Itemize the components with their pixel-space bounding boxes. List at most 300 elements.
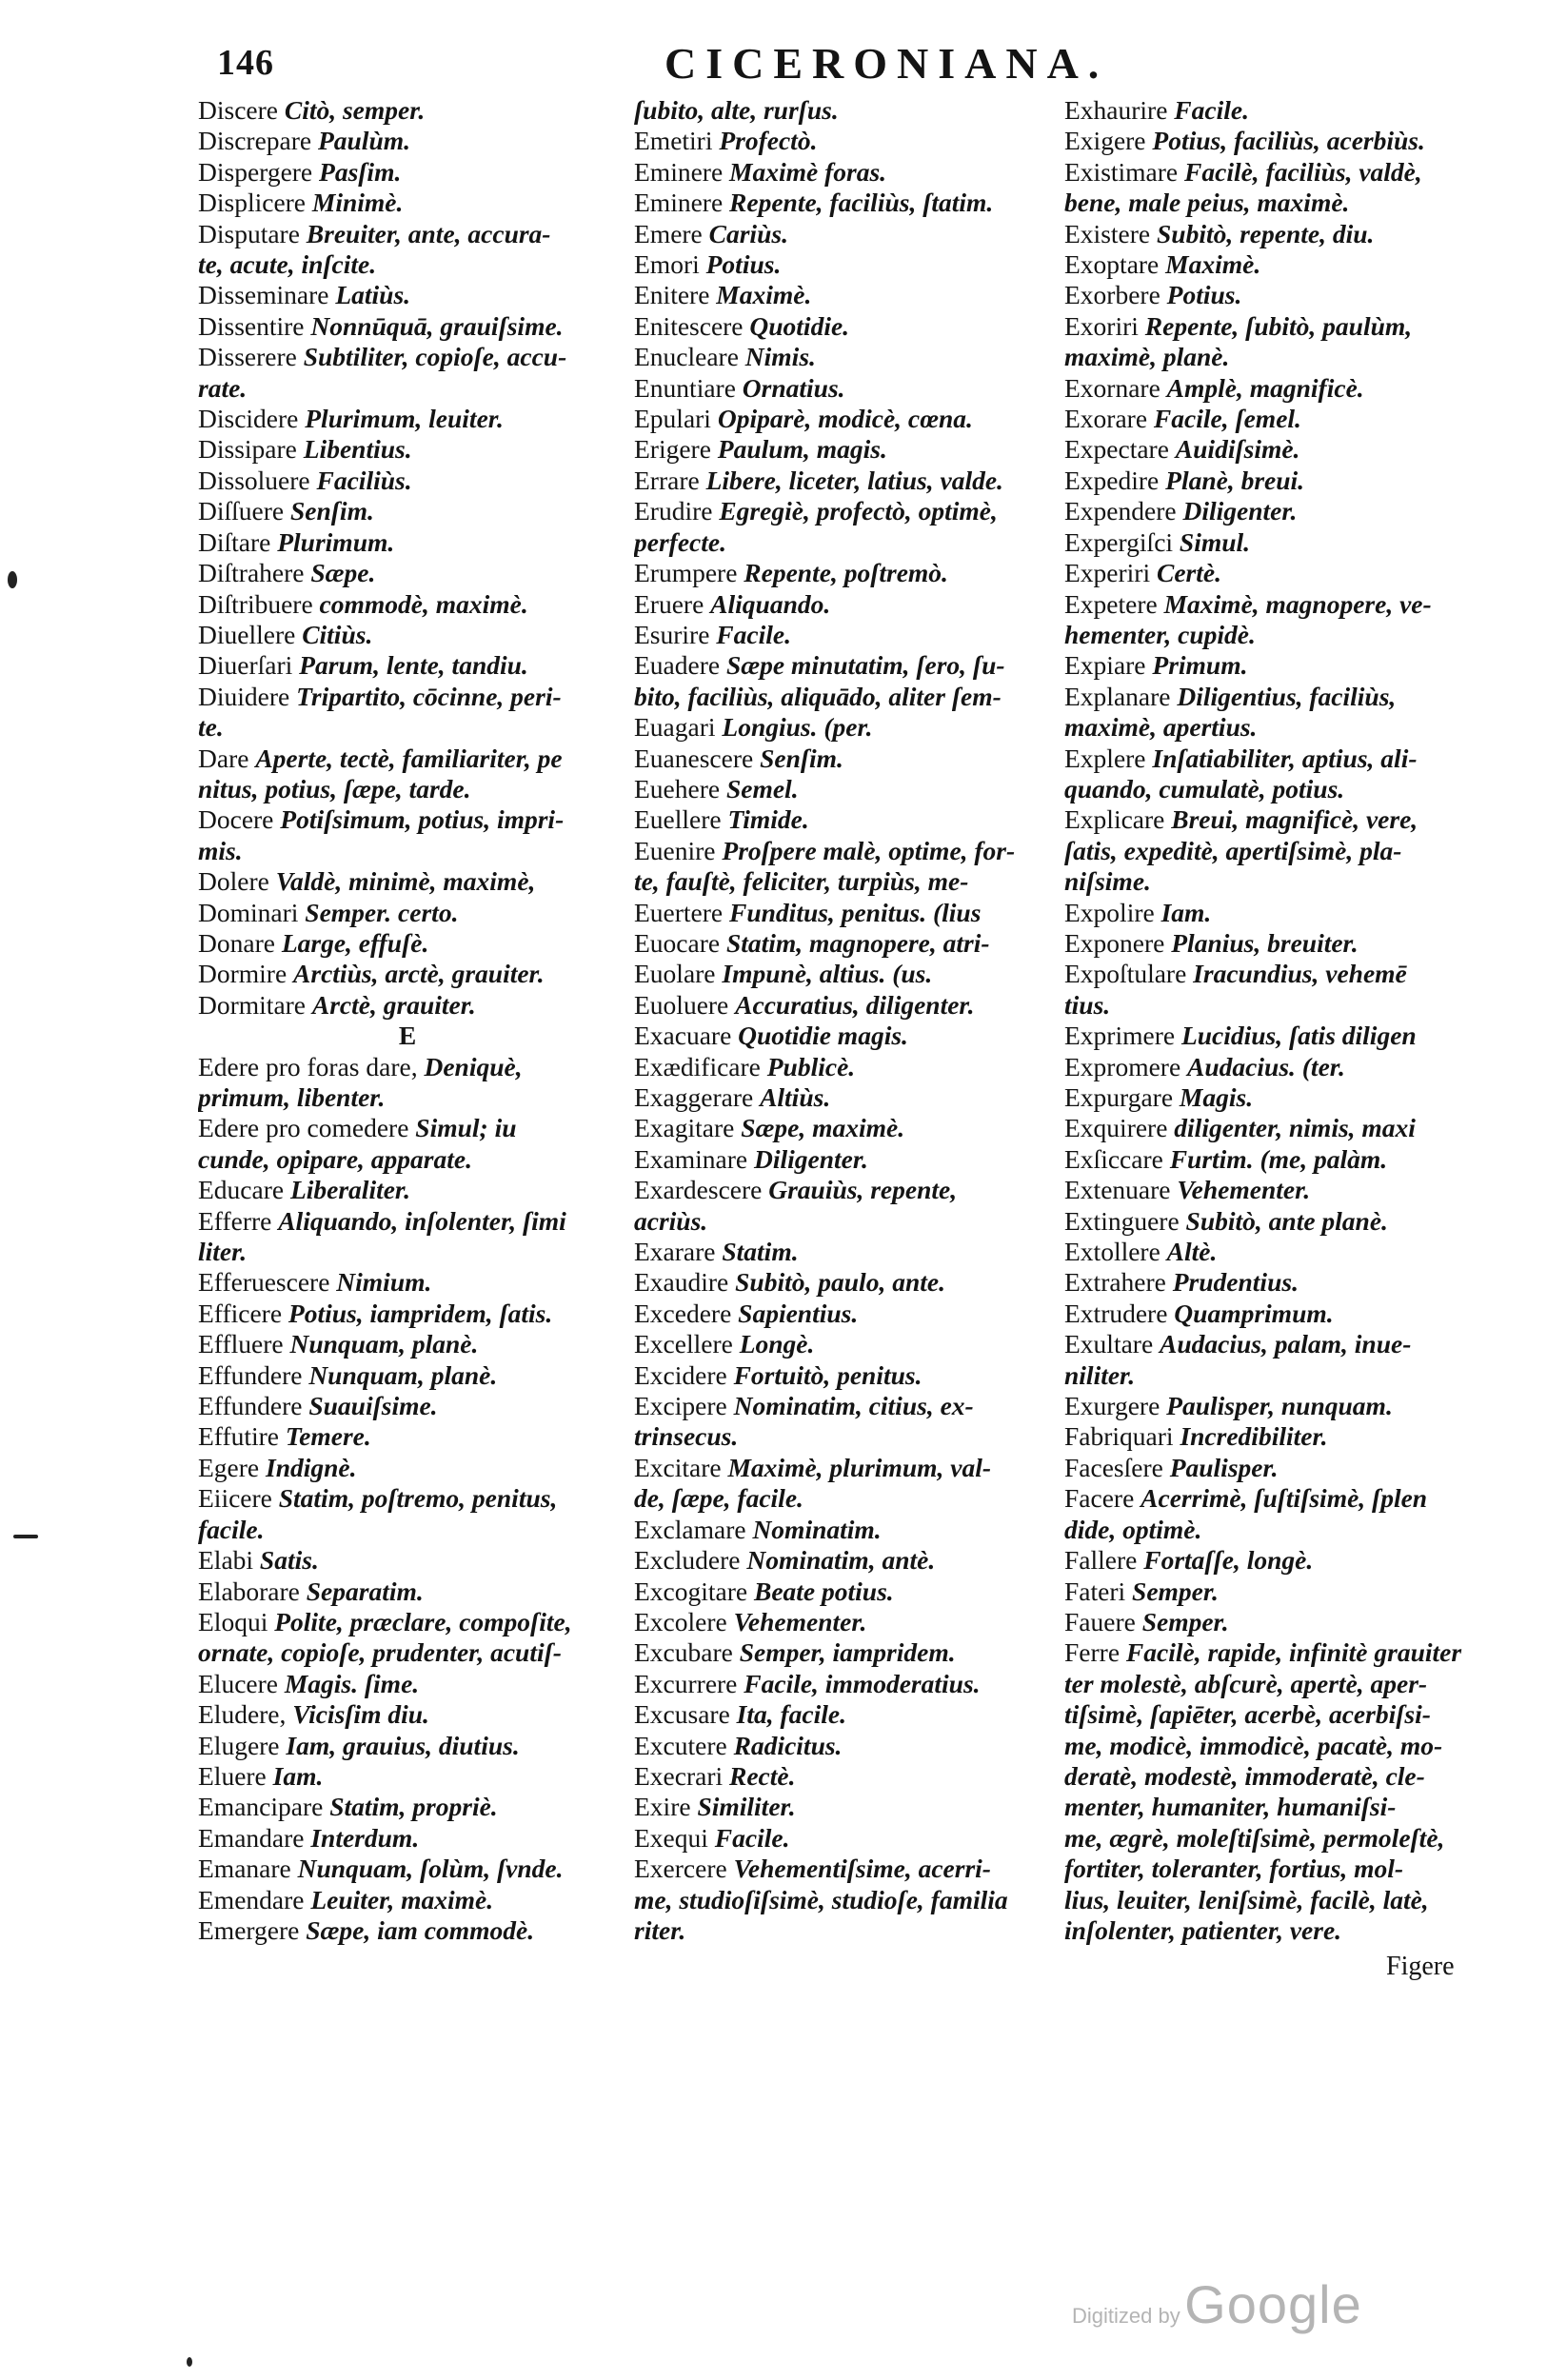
adverb-list: Potius, iampridem, ſatis.: [288, 1298, 553, 1328]
dictionary-entry: [198, 866, 617, 897]
adverb-list: Egregiè, profectò, optimè,: [719, 496, 998, 526]
headword: Efferre: [198, 1205, 279, 1236]
dictionary-entry: [1064, 1637, 1521, 1668]
adverb-list: Citiùs.: [302, 619, 373, 649]
adverb-list: bene, male peius, maximè.: [1064, 188, 1350, 218]
dictionary-entry: [634, 1483, 1053, 1514]
dictionary-entry: [634, 1206, 1053, 1237]
adverb-list: Iracundius, vehemē: [1193, 959, 1407, 989]
adverb-list: Repente, poſtremò.: [744, 558, 948, 588]
headword: Emere: [634, 218, 709, 248]
headword: Euertere: [634, 897, 729, 927]
headword: Disserere: [198, 342, 304, 372]
dictionary-entry: [1064, 1453, 1521, 1483]
headword: Excogitare: [634, 1576, 754, 1606]
column-middle: [634, 95, 1053, 1946]
dictionary-entry: [198, 1421, 617, 1452]
headword: Expoſtulare: [1064, 959, 1194, 989]
headword: Fabriquari: [1064, 1421, 1180, 1452]
dictionary-entry: [198, 1206, 617, 1237]
dictionary-entry: [198, 1761, 617, 1792]
dictionary-entry: [198, 589, 617, 620]
dictionary-entry: [1064, 774, 1521, 804]
adverb-list: fortiter, toleranter, fortius, mol-: [1064, 1854, 1404, 1884]
adverb-list: Radicitus.: [733, 1730, 843, 1760]
headword: Eiicere: [198, 1483, 279, 1514]
headword: Exorbere: [1064, 280, 1167, 310]
adverb-list: Rectè.: [729, 1760, 796, 1791]
dictionary-entry: [1064, 1052, 1521, 1082]
adverb-list: Ornatius.: [742, 372, 845, 403]
dictionary-entry: [1064, 1144, 1521, 1175]
adverb-list: Breui, magnificè, vere,: [1171, 804, 1418, 835]
column-left: [198, 95, 617, 1946]
adverb-list: Fortuitò, penitus.: [733, 1359, 922, 1390]
adverb-list: Paulùm.: [317, 126, 411, 156]
headword: Dissentire: [198, 310, 311, 341]
dictionary-entry: [1064, 1607, 1521, 1637]
adverb-list: Maximè.: [1165, 249, 1261, 280]
adverb-list: Nonnūquā, grauiſsime.: [310, 310, 564, 341]
headword: Effundere: [198, 1359, 309, 1390]
headword: Excedere: [634, 1298, 739, 1328]
dictionary-entry: [634, 219, 1053, 249]
dictionary-entry: [1064, 157, 1521, 188]
dictionary-entry: [634, 527, 1053, 558]
headword: Exercere: [634, 1854, 734, 1884]
dictionary-entry: [198, 898, 617, 928]
dictionary-entry: [198, 1237, 617, 1267]
adverb-list: Diligentius, faciliùs,: [1177, 681, 1397, 711]
adverb-list: Liberaliter.: [289, 1175, 410, 1205]
headword: Extollere: [1064, 1237, 1167, 1267]
dictionary-entry: [1064, 1082, 1521, 1113]
adverb-list: Leuiter, maximè.: [310, 1884, 494, 1914]
adverb-list: Aliquando, inſolenter, ſimi: [278, 1205, 566, 1236]
adverb-list: Nunquam, planè.: [308, 1359, 498, 1390]
dictionary-entry: [1064, 404, 1521, 434]
adverb-list: Statim, propriè.: [329, 1792, 498, 1822]
dictionary-entry: [634, 1175, 1053, 1205]
dictionary-entry: [634, 1453, 1053, 1483]
dictionary-entry: [198, 620, 617, 650]
adverb-list: Maximè, plurimum, val-: [727, 1452, 992, 1482]
adverb-list: Proſpere malè, optime, for-: [722, 835, 1016, 865]
adverb-list: lius, leuiter, leniſsimè, facilè, latè,: [1064, 1884, 1429, 1914]
adverb-list: Iam.: [272, 1760, 324, 1791]
headword: Exponere: [1064, 927, 1172, 958]
adverb-list: diligenter, nimis, maxi: [1174, 1113, 1416, 1143]
adverb-list: Large, effuſè.: [281, 927, 429, 958]
adverb-list: quando, cumulatè, potius.: [1064, 773, 1345, 803]
adverb-list: Parum, lente, tandiu.: [299, 650, 528, 681]
adverb-list: Statim, magnopere, atri-: [725, 927, 990, 958]
headword: Esurire: [634, 619, 717, 649]
dictionary-entry: [198, 1577, 617, 1607]
adverb-list: Breuiter, ante, accura-: [306, 218, 551, 248]
column-right: [1064, 95, 1521, 1946]
adverb-list: Nominatim, citius, ex-: [733, 1391, 974, 1421]
adverb-list: Potius.: [1166, 280, 1242, 310]
headword: Edere pro comedere: [198, 1113, 416, 1143]
dictionary-entry: [634, 804, 1053, 835]
dictionary-entry: [1064, 959, 1521, 989]
headword: Exurgere: [1064, 1391, 1167, 1421]
dictionary-entry: [634, 1082, 1053, 1113]
dictionary-entry: [634, 1144, 1053, 1175]
adverb-list: Plurimum, leuiter.: [305, 404, 504, 434]
adverb-list: Vehementer.: [1177, 1175, 1311, 1205]
adverb-list: Acerrimè, ſuſtiſsimè, ſplen: [1141, 1483, 1428, 1514]
dictionary-entry: [1064, 311, 1521, 342]
dictionary-entry: [634, 1237, 1053, 1267]
headword: Exquirere: [1064, 1113, 1175, 1143]
dictionary-entry: [198, 1637, 617, 1668]
adverb-list: Quotidie.: [749, 310, 850, 341]
headword: Expetere: [1064, 588, 1164, 619]
headword: Euehere: [634, 773, 726, 803]
headword: Euolare: [634, 959, 723, 989]
dictionary-entry: [198, 95, 617, 126]
headword: Eluere: [198, 1760, 273, 1791]
headword: Dispergere: [198, 156, 320, 187]
headword: Discere: [198, 95, 285, 125]
adverb-list: Paulum, magis.: [717, 434, 887, 465]
adverb-list: Separatim.: [306, 1576, 424, 1606]
headword: Exoriri: [1064, 310, 1145, 341]
dictionary-entry: [198, 1699, 617, 1730]
adverb-list: Libere, liceter, latius, valde.: [705, 465, 1003, 495]
adverb-list: liter.: [198, 1237, 248, 1267]
adverb-list: Timide.: [727, 804, 809, 835]
adverb-list: Pasſim.: [319, 156, 402, 187]
headword: Expedire: [1064, 465, 1166, 495]
dictionary-entry: [634, 1515, 1053, 1545]
page-number: 146: [217, 43, 274, 83]
adverb-list: Simul.: [1179, 526, 1251, 557]
headword: Excludere: [634, 1545, 747, 1576]
ink-mark: [8, 571, 17, 588]
adverb-list: primum, libenter.: [198, 1082, 386, 1112]
headword: Dormitare: [198, 989, 312, 1020]
headword: Dare: [198, 743, 256, 773]
dictionary-entry: [1064, 1854, 1521, 1884]
dictionary-entry: [1064, 1237, 1521, 1267]
adverb-list: te, acute, inſcite.: [198, 249, 377, 280]
adverb-list: Repente, faciliùs, ſtatim.: [729, 188, 994, 218]
headword: Euanescere: [634, 743, 761, 773]
adverb-list: riter.: [634, 1914, 686, 1945]
section-letter: [198, 1021, 617, 1051]
dictionary-entry: [1064, 1731, 1521, 1761]
adverb-list: ſubito, alte, rurſus.: [634, 95, 839, 125]
adverb-list: Nimium.: [336, 1267, 432, 1298]
adverb-list: me, ægrè, moleſtiſsimè, permoleſtè,: [1064, 1822, 1445, 1853]
headword: Diuellere: [198, 619, 303, 649]
dictionary-entry: [198, 126, 617, 156]
adverb-list: Similiter.: [697, 1792, 796, 1822]
adverb-list: tiſsimè, ſapiēter, acerbè, acerbiſsi-: [1064, 1699, 1431, 1730]
headword: Examinare: [634, 1143, 754, 1174]
dictionary-entry: [1064, 898, 1521, 928]
dictionary-entry: [1064, 836, 1521, 866]
dictionary-entry: [198, 558, 617, 588]
adverb-list: Incredibiliter.: [1180, 1421, 1328, 1452]
dictionary-entry: [198, 157, 617, 188]
dictionary-entry: [634, 928, 1053, 959]
dictionary-entry: [1064, 1545, 1521, 1576]
dictionary-entry: [634, 1915, 1053, 1946]
dictionary-entry: [198, 1483, 617, 1514]
dictionary-entry: [1064, 1885, 1521, 1915]
adverb-list: Valdè, minimè, maximè,: [275, 866, 536, 897]
adverb-list: Maximè.: [716, 280, 812, 310]
adverb-list: Fortaſſe, longè.: [1143, 1545, 1314, 1576]
adverb-list: Statim.: [722, 1237, 799, 1267]
adverb-list: Maximè, magnopere, ve-: [1163, 588, 1432, 619]
adverb-list: Facilè, faciliùs, valdè,: [1184, 156, 1422, 187]
headword: Exædificare: [634, 1051, 767, 1081]
headword: Excellere: [634, 1329, 740, 1359]
adverb-list: Facile.: [1174, 95, 1249, 125]
headword: Exigere: [1064, 126, 1153, 156]
dictionary-entry: [1064, 373, 1521, 404]
headword: Euadere: [634, 650, 726, 681]
dictionary-entry: [1064, 650, 1521, 681]
dictionary-entry: [198, 1792, 617, 1822]
dictionary-entry: [198, 1823, 617, 1854]
dictionary-entry: [1064, 434, 1521, 465]
adverb-list: Subtiliter, copioſe, accu-: [303, 342, 567, 372]
dictionary-entry: [1064, 527, 1521, 558]
headword: Erumpere: [634, 558, 744, 588]
headword: Explicare: [1064, 804, 1172, 835]
headword: Dominari: [198, 897, 306, 927]
dictionary-entry: [198, 1731, 617, 1761]
dictionary-entry: [198, 836, 617, 866]
dictionary-entry: [198, 1360, 617, 1391]
headword: Epulari: [634, 404, 718, 434]
dictionary-entry: [198, 342, 617, 372]
adverb-list: Repente, ſubitò, paulùm,: [1144, 310, 1413, 341]
adverb-list: Subitò, paulo, ante.: [735, 1267, 945, 1298]
adverb-list: rate.: [198, 372, 248, 403]
adverb-list: Nominatim, antè.: [746, 1545, 936, 1576]
adverb-list: Diligenter.: [753, 1143, 868, 1174]
dictionary-entry: [634, 898, 1053, 928]
headword: Ferre: [1064, 1637, 1126, 1668]
dictionary-entry: [634, 1329, 1053, 1359]
dictionary-entry: [634, 682, 1053, 712]
dictionary-entry: [634, 1761, 1053, 1792]
adverb-list: Beate potius.: [753, 1576, 894, 1606]
adverb-list: Prudentius.: [1172, 1267, 1299, 1298]
headword: Facere: [1064, 1483, 1141, 1514]
adverb-list: dide, optimè.: [1064, 1514, 1202, 1544]
dictionary-entry: [634, 1699, 1053, 1730]
adverb-list: Iam.: [1160, 897, 1212, 927]
headword: Emergere: [198, 1914, 307, 1945]
adverb-list: Faciliùs.: [316, 465, 412, 495]
adverb-list: Libentius.: [303, 434, 412, 465]
headword: Euellere: [634, 804, 728, 835]
headword: Euoluere: [634, 989, 736, 1020]
dictionary-entry: [634, 95, 1053, 126]
headword: Elaborare: [198, 1576, 307, 1606]
adverb-list: Nunquam, planè.: [289, 1329, 479, 1359]
adverb-list: Nimis.: [744, 342, 816, 372]
headword: Euenire: [634, 835, 723, 865]
dictionary-entry: [634, 434, 1053, 465]
dictionary-entry: [1064, 95, 1521, 126]
dictionary-entry: [634, 620, 1053, 650]
dictionary-entry: [1064, 928, 1521, 959]
adverb-list: menter, humaniter, humaniſsi-: [1064, 1792, 1397, 1822]
adverb-list: deratè, modestè, immoderatè, cle-: [1064, 1760, 1425, 1791]
headword: Extrudere: [1064, 1298, 1175, 1328]
adverb-list: ſatis, expeditè, apertiſsimè, pla-: [1064, 835, 1402, 865]
headword: Erigere: [634, 434, 718, 465]
adverb-list: Magis. ſime.: [284, 1668, 420, 1698]
dictionary-entry: [1064, 1761, 1521, 1792]
headword: Docere: [198, 804, 281, 835]
adverb-list: Diligenter.: [1182, 496, 1298, 526]
dictionary-entry: [1064, 1915, 1521, 1946]
headword: E: [398, 1021, 417, 1051]
dictionary-entry: [198, 1669, 617, 1699]
adverb-list: inſolenter, patienter, vere.: [1064, 1914, 1342, 1945]
adverb-list: Sæpe minutatim, ſero, ſu-: [725, 650, 1005, 681]
dictionary-entry: [1064, 1175, 1521, 1205]
headword: Exarare: [634, 1237, 723, 1267]
headword: Dissoluere: [198, 465, 317, 495]
dictionary-entry: [634, 1637, 1053, 1668]
adverb-list: te.: [198, 712, 224, 743]
headword: Exardescere: [634, 1175, 769, 1205]
dictionary-entry: [1064, 1299, 1521, 1329]
headword: Enuntiare: [634, 372, 743, 403]
adverb-list: Sapientius.: [738, 1298, 859, 1328]
headword: Euocare: [634, 927, 726, 958]
dictionary-entry: [198, 1885, 617, 1915]
headword: Disseminare: [198, 280, 336, 310]
dictionary-entry: [634, 126, 1053, 156]
adverb-list: perfecte.: [634, 526, 726, 557]
dictionary-entry: [634, 249, 1053, 280]
headword: Diſtrahere: [198, 558, 311, 588]
headword: Excutere: [634, 1730, 734, 1760]
adverb-list: Suauiſsime.: [308, 1391, 438, 1421]
headword: Diuidere: [198, 681, 297, 711]
headword: Exoptare: [1064, 249, 1166, 280]
adverb-list: Funditus, penitus. (lius: [729, 897, 982, 927]
headword: Emanare: [198, 1854, 298, 1884]
adverb-list: Statim, poſtremo, penitus,: [278, 1483, 558, 1514]
adverb-list: Profectò.: [719, 126, 818, 156]
adverb-list: Ita, facile.: [736, 1699, 846, 1730]
dictionary-entry: [1064, 466, 1521, 496]
adverb-list: Sæpe, maximè.: [741, 1113, 905, 1143]
headword: Excolere: [634, 1606, 734, 1636]
adverb-list: hementer, cupidè.: [1064, 619, 1256, 649]
dictionary-entry: [1064, 126, 1521, 156]
dictionary-entry: [198, 1082, 617, 1113]
headword: Existimare: [1064, 156, 1185, 187]
adverb-list: Simul; iu: [415, 1113, 517, 1143]
headword: Exagitare: [634, 1113, 742, 1143]
dictionary-entry: [1064, 496, 1521, 526]
adverb-list: Potius, faciliùs, acerbiùs.: [1152, 126, 1425, 156]
dictionary-entry: [198, 527, 617, 558]
adverb-list: Altè.: [1166, 1237, 1218, 1267]
adverb-list: Inſatiabiliter, aptius, ali-: [1152, 743, 1418, 773]
headword: Excipere: [634, 1391, 734, 1421]
dictionary-entry: [198, 1052, 617, 1082]
adverb-list: Planius, breuiter.: [1171, 927, 1359, 958]
dictionary-entry: [634, 1577, 1053, 1607]
dictionary-entry: [198, 1854, 617, 1884]
adverb-list: Cariùs.: [708, 218, 788, 248]
adverb-list: Semper.: [1141, 1606, 1229, 1636]
headword: Efferuescere: [198, 1267, 337, 1298]
adverb-list: Quotidie magis.: [738, 1021, 908, 1051]
headword: Exſiccare: [1064, 1143, 1170, 1174]
adverb-list: Furtim. (me, palàm.: [1169, 1143, 1388, 1174]
headword: Exhaurire: [1064, 95, 1175, 125]
headword: Fallere: [1064, 1545, 1144, 1576]
adverb-list: Auidiſsimè.: [1175, 434, 1300, 465]
headword: Extenuare: [1064, 1175, 1178, 1205]
headword: Existere: [1064, 218, 1157, 248]
headword: Donare: [198, 927, 282, 958]
adverb-list: Accuratius, diligenter.: [735, 989, 975, 1020]
dictionary-entry: [1064, 589, 1521, 620]
dictionary-entry: [634, 1731, 1053, 1761]
headword: Eminere: [634, 188, 730, 218]
dictionary-entry: [634, 1669, 1053, 1699]
dictionary-entry: [634, 1854, 1053, 1884]
dictionary-entry: [198, 1144, 617, 1175]
dictionary-entry: [1064, 1360, 1521, 1391]
adverb-list: ornate, copioſe, prudenter, acutiſ-: [198, 1637, 562, 1668]
dictionary-entry: [634, 311, 1053, 342]
adverb-list: me, modicè, immodicè, pacatè, mo-: [1064, 1730, 1443, 1760]
adverb-list: bito, faciliùs, aliquādo, aliter ſem-: [634, 681, 1002, 711]
headword: Egere: [198, 1452, 266, 1482]
headword: Euagari: [634, 712, 723, 743]
adverb-list: Maximè foras.: [729, 156, 887, 187]
adverb-list: Opiparè, modicè, cœna.: [717, 404, 973, 434]
dictionary-entry: [198, 774, 617, 804]
ink-mark: [13, 1535, 38, 1538]
adverb-list: Impunè, altius. (us.: [722, 959, 933, 989]
headword: Diſſuere: [198, 496, 290, 526]
adverb-list: Citò, semper.: [284, 95, 426, 125]
headword: Expectare: [1064, 434, 1176, 465]
headword: Efficere: [198, 1298, 288, 1328]
adverb-list: Longè.: [739, 1329, 815, 1359]
adverb-list: te, fauſtè, feliciter, turpiùs, me-: [634, 866, 969, 897]
dictionary-entry: [198, 434, 617, 465]
headword: Exorare: [1064, 404, 1154, 434]
headword: Expurgare: [1064, 1082, 1180, 1112]
dictionary-entry: [634, 1360, 1053, 1391]
dictionary-entry: [198, 496, 617, 526]
catchword: Figere: [1386, 1952, 1455, 1981]
dictionary-entry: [634, 1391, 1053, 1421]
adverb-list: Paulisper, nunquam.: [1166, 1391, 1393, 1421]
headword: Discidere: [198, 404, 306, 434]
